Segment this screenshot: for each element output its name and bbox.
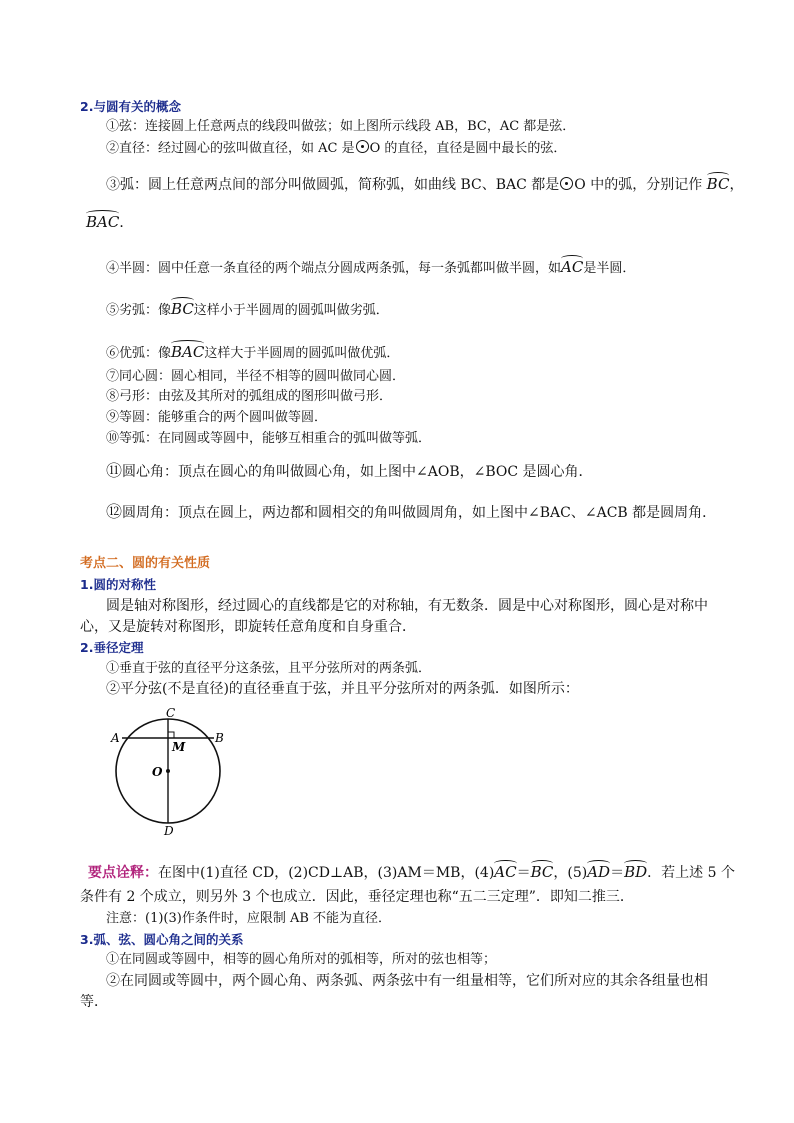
concept-inscribed-angle: [106, 503, 716, 522]
key-note-label: 要点诠释：: [88, 865, 158, 881]
concept-equal-circles: ⑨等圆：能够重合的两个圆叫做等圆．: [106, 410, 328, 425]
subsection-arc-chord-angle: 3.弧、弦、圆心角之间的关系: [80, 932, 244, 947]
concept-semicircle: [106, 255, 635, 278]
concept-minor-arc: [106, 297, 389, 320]
concept-equal-arcs: ⑩等弧：在同圆或等圆中，能够互相重合的弧叫做等弧．: [106, 431, 432, 446]
equals-sign: ＝: [516, 865, 531, 881]
symmetry-text-2: 心，又是旋转对称图形，即旋转任意角度和自身重合．: [80, 619, 416, 635]
arc-notation-ac: AC: [494, 860, 516, 881]
keypoint-title: 考点二、圆的有关性质: [80, 556, 211, 571]
period: ．: [119, 215, 134, 231]
subsection-symmetry: 1.圆的对称性: [80, 577, 156, 592]
subsection-perpendicular-diameter: 2.垂径定理: [80, 640, 144, 655]
diameter-text-a: ②直径：经过圆心的弦叫做直径，如 AC 是: [106, 141, 355, 156]
concept-concentric: ⑦同心圆：圆心相同，半径不相等的圆叫做同心圆．: [106, 369, 406, 384]
minor-arc-text-b: 这样小于半圆周的圆弧叫做劣弧．: [193, 303, 389, 318]
key-note-text-c: ．若上述 5 个: [647, 865, 735, 881]
circle-diagram: [105, 702, 235, 842]
label-o: O: [152, 765, 163, 779]
concept-arc-cont: [86, 210, 133, 232]
arc-notation-bd: BD: [624, 860, 647, 881]
key-note-attention: 注意：(1)(3)作条件时，应限制 AB 不能为直径．: [106, 911, 392, 926]
key-note-line-2: 条件有 2 个成立，则另外 3 个也成立．因此，垂径定理也称“五二三定理”．即知二推三．: [80, 889, 634, 905]
label-c: C: [166, 706, 176, 720]
label-a: A: [111, 731, 120, 745]
right-angle-mark: [168, 732, 174, 738]
label-b: B: [215, 731, 224, 745]
arc-text-b: O 中的弧，分别记作: [574, 177, 703, 193]
symmetry-text-1: 圆是轴对称图形，经过圆心的直线都是它的对称轴，有无数条．圆是中心对称图形，圆心是对称中: [106, 598, 708, 614]
concept-diameter: [106, 140, 566, 158]
arc-text-a: ③弧：圆上任意两点间的部分叫做圆弧，简称弧，如曲线 BC、BAC 都是: [106, 177, 560, 193]
label-m: M: [172, 740, 186, 754]
comma: ，: [729, 177, 744, 193]
concept-chord: ①弦：连接圆上任意两点的线段叫做弦；如上图所示线段 AB，BC，AC 都是弦．: [106, 119, 576, 134]
minor-arc-text-a: ⑤劣弧：像: [106, 303, 172, 318]
arc-notation-bc: BC: [707, 172, 730, 193]
section-title-concepts: 2.与圆有关的概念: [80, 99, 181, 114]
major-arc-text-b: 这样大于半圆周的圆弧叫做优弧．: [204, 346, 400, 361]
relation-line-3: 等．: [80, 994, 108, 1010]
arc-notation-ad: AD: [587, 860, 610, 881]
label-d: D: [164, 824, 174, 838]
semicircle-text-a: ④半圆：圆中任意一条直径的两个端点分圆成两条弧，每一条弧都叫做半圆，如: [106, 261, 562, 276]
relation-line-1: ①在同圆或等圆中，相等的圆心角所对的弧相等，所对的弦也相等；: [106, 952, 497, 967]
relation-line-2: ②在同圆或等圆中，两个圆心角、两条弧、两条弦中有一组量相等，它们所对应的其余各组量也相: [106, 973, 708, 989]
semicircle-text-b: 是半圆．: [583, 261, 636, 276]
diameter-text-b: O 的直径，直径是圆中最长的弦．: [369, 141, 567, 156]
key-note-text-a: 在图中(1)直径 CD，(2)CD⊥AB，(3)AM＝MB，(4): [158, 865, 495, 881]
major-arc-text-a: ⑥优弧：像: [106, 346, 172, 361]
arc-notation-bc: BC: [531, 860, 554, 881]
key-note-text-b: ，(5): [553, 865, 588, 881]
arc-notation-ac: AC: [561, 255, 583, 276]
center-point: [166, 769, 170, 773]
theorem-line-2: ②平分弦(不是直径)的直径垂直于弦，并且平分弦所对的两条弧．如图所示：: [106, 681, 579, 697]
item-number-12: ⑫: [106, 502, 123, 521]
concept-segment: ⑧弓形：由弦及其所对的弧组成的图形叫做弓形．: [106, 389, 393, 404]
concept-arc: [106, 172, 743, 194]
arc-notation-bc: BC: [171, 297, 194, 318]
circle-dot-symbol-icon: [356, 140, 369, 153]
concept-major-arc: [106, 340, 399, 363]
item-number-11: ⑪: [106, 461, 123, 480]
arc-notation-bac: BAC: [171, 340, 204, 361]
central-angle-text: 圆心角：顶点在圆心的角叫做圆心角，如上图中∠AOB，∠BOC 是圆心角．: [122, 464, 593, 480]
concept-central-angle: [106, 462, 593, 481]
theorem-line-1: ①垂直于弦的直径平分这条弦，且平分弦所对的两条弧．: [106, 661, 432, 676]
key-note-line-1: [88, 860, 735, 882]
circle-dot-symbol-icon: [560, 177, 573, 190]
inscribed-angle-text: 圆周角：顶点在圆上，两边都和圆相交的角叫做圆周角，如上图中∠BAC、∠ACB 都是圆周角．: [122, 505, 717, 521]
arc-notation-bac: BAC: [86, 210, 119, 231]
equals-sign: ＝: [610, 865, 625, 881]
